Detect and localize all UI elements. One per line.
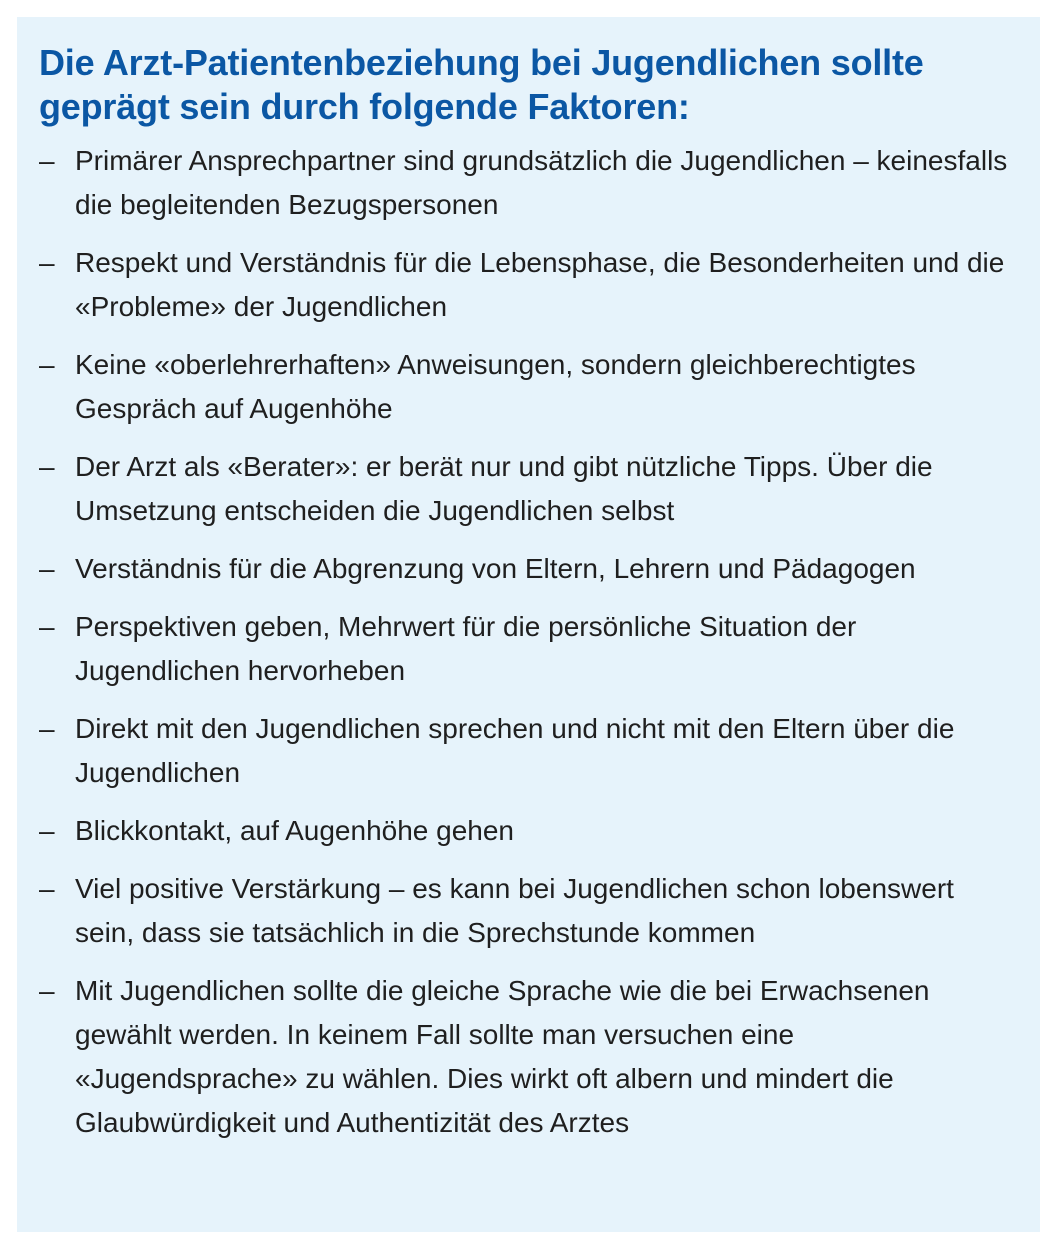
- list-item: [39, 343, 1020, 431]
- list-item-text: Primärer Ansprechpartner sind grundsätzlich die Jugendlichen – keinesfalls die begleitenden Bezugspersonen: [75, 145, 1008, 220]
- list-item-text: Blickkontakt, auf Augenhöhe gehen: [75, 815, 515, 846]
- info-box: [17, 17, 1040, 1232]
- list-item-text: Respekt und Verständnis für die Lebensphase, die Besonderheiten und die «Probleme» der Jugendlichen: [75, 247, 1005, 322]
- list-item: [39, 605, 1020, 693]
- dash-bullet: –: [39, 975, 55, 1006]
- list-item: [39, 809, 1020, 853]
- list-item-text: Keine «oberlehrerhaften» Anweisungen, sondern gleichberechtigtes Gespräch auf Augenhöhe: [75, 349, 916, 424]
- list-item-text: Mit Jugendlichen sollte die gleiche Sprache wie die bei Erwachsenen gewählt werden. In keinem Fall sollte man versuchen eine «Jugendsprache» zu wählen. Dies wirkt oft albern und mindert die Glaubwürdigkeit und Authentizität des Arztes: [75, 975, 930, 1138]
- list-item: [39, 139, 1020, 227]
- dash-bullet: –: [39, 873, 55, 904]
- dash-bullet: –: [39, 611, 55, 642]
- list-item: [39, 867, 1020, 955]
- list-item-text: Der Arzt als «Berater»: er berät nur und gibt nützliche Tipps. Über die Umsetzung entscheiden die Jugendlichen selbst: [75, 451, 933, 526]
- list-item: [39, 445, 1020, 533]
- list-item-text: Direkt mit den Jugendlichen sprechen und nicht mit den Eltern über die Jugendlichen: [75, 713, 955, 788]
- list-item-text: Viel positive Verstärkung – es kann bei Jugendlichen schon lobenswert sein, dass sie tatsächlich in die Sprechstunde kommen: [75, 873, 954, 948]
- dash-bullet: –: [39, 349, 55, 380]
- factor-list: [39, 139, 1020, 1145]
- dash-bullet: –: [39, 145, 55, 176]
- dash-bullet: –: [39, 713, 55, 744]
- list-item: [39, 707, 1020, 795]
- box-title: Die Arzt-Patientenbeziehung bei Jugendlichen sollte geprägt sein durch folgende Faktoren:: [39, 42, 924, 127]
- dash-bullet: –: [39, 451, 55, 482]
- dash-bullet: –: [39, 815, 55, 846]
- list-item: [39, 241, 1020, 329]
- list-item: [39, 547, 1020, 591]
- list-item-text: Perspektiven geben, Mehrwert für die persönliche Situation der Jugendlichen hervorheben: [75, 611, 857, 686]
- dash-bullet: –: [39, 553, 55, 584]
- dash-bullet: –: [39, 247, 55, 278]
- list-item-text: Verständnis für die Abgrenzung von Eltern, Lehrern und Pädagogen: [75, 553, 916, 584]
- list-item: [39, 969, 1020, 1145]
